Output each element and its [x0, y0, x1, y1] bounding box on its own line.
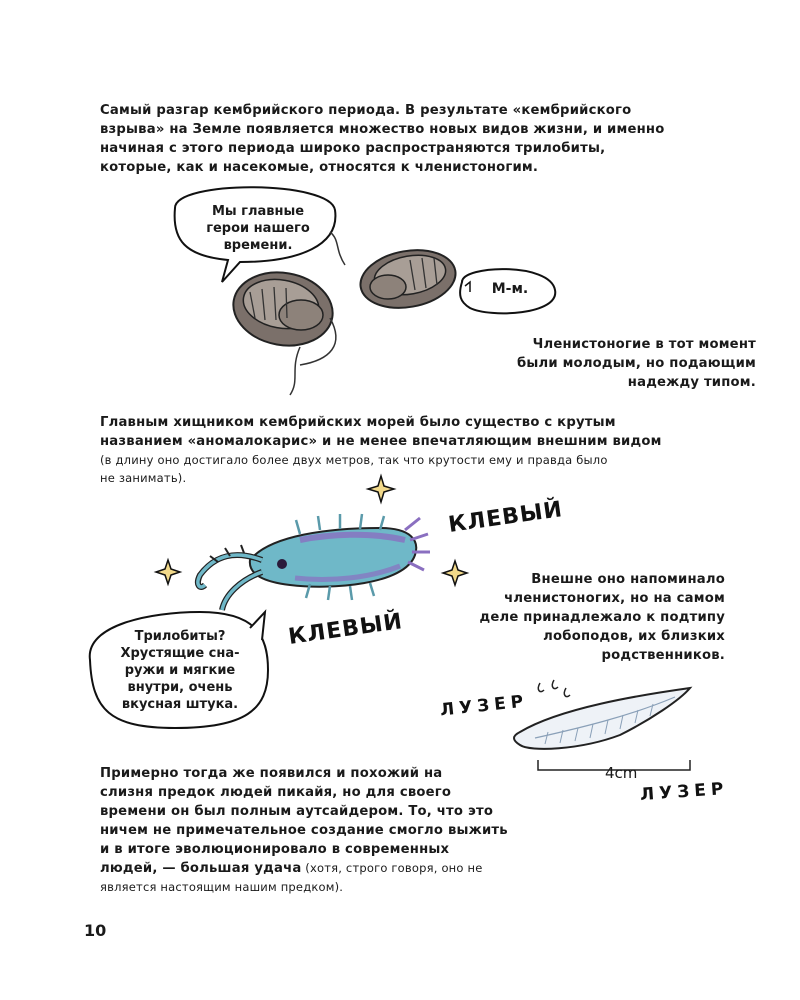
- food-bubble-line-2: Хрустящие сна-: [120, 646, 240, 661]
- trilobite-bubble-text: [188, 203, 328, 254]
- food-bubble-line-5: вкусная штука.: [121, 697, 239, 712]
- pikaia-line-4: ничем не примечательное создание смогло выжить: [100, 823, 508, 838]
- pikaia-line-5: и в итоге эволюционировало в современных: [100, 842, 450, 857]
- intro-line-2: взрыва» на Земле появляется множество новых видов жизни, и именно: [100, 122, 665, 137]
- anomalocaris-small-2: не занимать).: [100, 471, 187, 485]
- pikaia-line-3: времени он был полным аутсайдером. То, что это: [100, 804, 494, 819]
- trilobite-right-illustration: [330, 232, 460, 315]
- loser-shout-1: ЛУЗЕР: [439, 691, 530, 721]
- anomalocaris-line-2: названием «аномалокарис» и не менее впечатляющим внешним видом: [100, 434, 662, 449]
- page-number: 10: [84, 921, 107, 940]
- anomalocaris-paragraph: [100, 413, 740, 487]
- mm-bubble-text: М-м.: [491, 281, 529, 297]
- intro-line-4: которые, как и насекомые, относятся к членистоногим.: [100, 160, 539, 175]
- pikaia-line-7: является настоящим нашим предком).: [100, 880, 344, 894]
- pikaia-line-6a: людей, — большая удача: [100, 861, 302, 876]
- trilobite-note-line-2: были молодым, но подающим: [516, 356, 756, 371]
- trilobite-food-bubble-text: [100, 628, 260, 713]
- pikaia-line-2: слизня предок людей пикайя, но для своего: [100, 785, 452, 800]
- anomalocaris-note: [440, 570, 725, 665]
- trilobite-bubble-line-1: Мы главные: [211, 204, 305, 219]
- trilobite-bubble-line-3: времени.: [223, 238, 293, 253]
- pikaia-paragraph: [100, 764, 560, 896]
- anomalocaris-note-line-3: деле принадлежало к подтипу: [479, 610, 725, 625]
- intro-line-1: Самый разгар кембрийского периода. В результате «кембрийского: [100, 103, 632, 118]
- pikaia-size-label: 4cm: [605, 764, 638, 782]
- anomalocaris-note-line-4: лобоподов, их близких: [543, 629, 725, 644]
- trilobite-note-line-3: надежду типом.: [627, 375, 756, 390]
- anomalocaris-small-1: (в длину оно достигало более двух метров, так что крутости ему и правда было: [100, 453, 608, 467]
- sparkle-icon: [156, 560, 180, 584]
- anomalocaris-note-line-1: Внешне оно напоминало: [531, 572, 725, 587]
- food-bubble-line-4: внутри, очень: [127, 680, 233, 695]
- trilobite-note: [440, 335, 756, 392]
- anomalocaris-note-line-5: родственников.: [601, 648, 725, 663]
- pikaia-line-1: Примерно тогда же появился и похожий на: [100, 766, 443, 781]
- anomalocaris-illustration: [198, 514, 430, 610]
- cool-shout-2: КЛЕВЫЙ: [286, 609, 405, 650]
- loser-shout-2: ЛУЗЕР: [639, 778, 729, 806]
- food-bubble-line-3: ружи и мягкие: [124, 663, 236, 678]
- trilobite-bubble-line-2: герои нашего: [206, 221, 310, 236]
- trilobite-left-illustration: [228, 265, 339, 395]
- trilobite-note-line-1: Членистоногие в тот момент: [532, 337, 756, 352]
- intro-line-3: начиная с этого периода широко распространяются трилобиты,: [100, 141, 606, 156]
- anomalocaris-note-line-2: членистоногих, но на самом: [504, 591, 725, 606]
- pikaia-line-6b: (хотя, строго говоря, оно не: [301, 861, 483, 875]
- anomalocaris-line-1: Главным хищником кембрийских морей было существо с крутым: [100, 415, 616, 430]
- pikaia-illustration: [514, 680, 690, 770]
- pikaia-line-6: [100, 859, 560, 878]
- food-bubble-line-1: Трилобиты?: [134, 629, 226, 644]
- cool-shout-1: КЛЕВЫЙ: [446, 497, 565, 538]
